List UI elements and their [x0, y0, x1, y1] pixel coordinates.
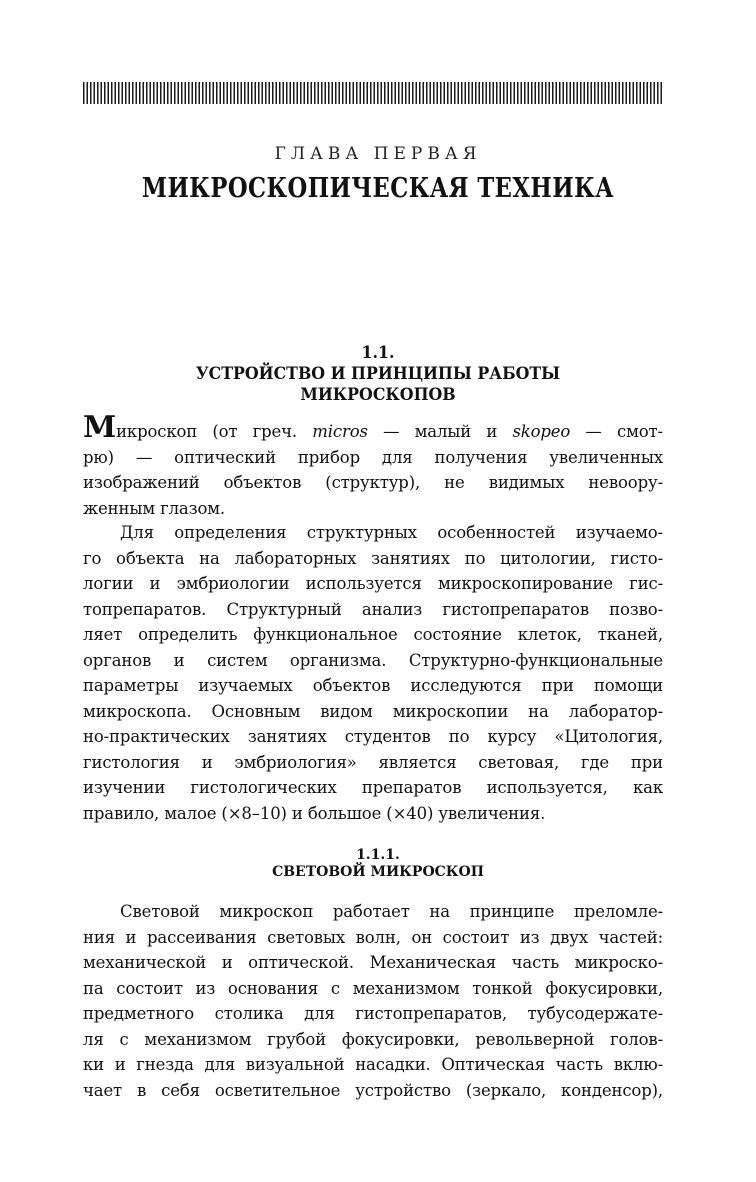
text-line-content: икроскоп (от греч. micros — малый и skopeo — смот-: [116, 422, 663, 441]
chapter-title: МИКРОСКОПИЧЕСКАЯ ТЕХНИКА: [141, 173, 615, 204]
section-heading: [0, 343, 756, 406]
text-line: па состоит из основания с механизмом тонкой фокусировки,: [83, 978, 663, 998]
text-line: [83, 410, 663, 445]
text-line: изображений объектов (структур), не видимых невоору-: [83, 473, 663, 492]
text-line: параметры изучаемых объектов исследуются при помощи: [83, 676, 663, 695]
text-line: Световой микроскоп работает на принципе преломле-: [120, 902, 663, 921]
latin-term: skopeo: [512, 422, 571, 441]
subsection-number: 1.1.1.: [356, 847, 400, 863]
text-line: правило, малое (×8–10) и большое (×40) увеличения.: [83, 803, 546, 823]
text-line: го объекта на лабораторных занятиях по цитологии, гисто-: [83, 548, 663, 568]
text-line: ки и гнезда для визуальной насадки. Оптическая часть вклю-: [83, 1055, 663, 1074]
text-line: изучении гистологических препаратов используется, как: [83, 778, 663, 797]
text-line: гистология и эмбриология» является световая, где при: [83, 752, 663, 772]
paragraph-light-microscope: [83, 899, 663, 1103]
text-line: чает в себя осветительное устройство (зеркало, конденсор),: [83, 1080, 663, 1100]
section-title-line-2: МИКРОСКОПОВ: [300, 385, 456, 405]
drop-cap: М: [83, 410, 117, 445]
chapter-label: ГЛАВА ПЕРВАЯ: [274, 144, 482, 164]
text-line: микроскопа. Основным видом микроскопии на лаборатор-: [83, 701, 663, 721]
text-line: механической и оптической. Механическая часть микроско-: [83, 953, 663, 972]
latin-term: micros: [312, 422, 368, 441]
section-number: 1.1.: [361, 343, 395, 363]
paragraph-structure-analysis: [83, 520, 663, 826]
text-line: топрепаратов. Структурный анализ гистопрепаратов позво-: [83, 599, 663, 619]
text-line: но-практических занятиях студентов по курсу «Цитология,: [83, 727, 663, 746]
subsection-heading: [0, 847, 756, 881]
section-title-line-1: УСТРОЙСТВО И ПРИНЦИПЫ РАБОТЫ: [195, 364, 561, 384]
text-line: ляет определить функциональное состояние клеток, тканей,: [83, 625, 663, 644]
text-line: предметного столика для гистопрепаратов, тубусодержате-: [83, 1004, 663, 1023]
text-line: органов и систем организма. Структурно-функциональные: [83, 650, 663, 670]
paragraph-definition: [83, 410, 663, 521]
text-line: рю) — оптический прибор для получения увеличенных: [83, 447, 663, 467]
subsection-title: СВЕТОВОЙ МИКРОСКОП: [272, 864, 484, 880]
text-line: ля с механизмом грубой фокусировки, револьверной голов-: [83, 1029, 663, 1049]
text-line: Для определения структурных особенностей изучаемо-: [120, 523, 663, 542]
text-line: женным глазом.: [83, 498, 226, 518]
text-line: логии и эмбриологии используется микроскопирование гис-: [83, 574, 663, 593]
decorative-header-rule: [83, 82, 663, 104]
text-line: ния и рассеивания световых волн, он состоит из двух частей:: [83, 927, 663, 947]
